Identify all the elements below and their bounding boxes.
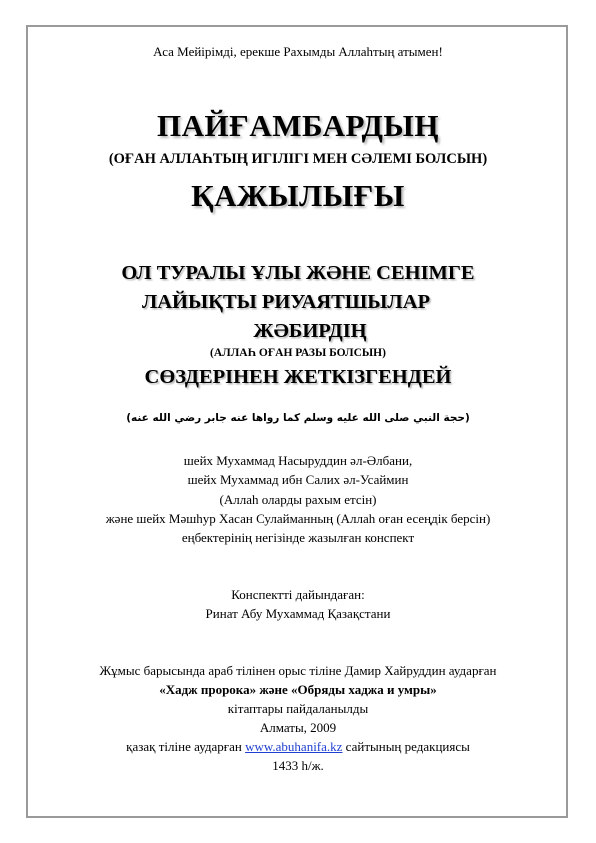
source-line: Жұмыс барысында араб тілінен орыс тіліне Дамир Хайруддин аударған xyxy=(99,663,497,678)
title-blessing: (ОҒАН АЛЛАҺТЫҢ ИГІЛІГІ МЕН СӘЛЕМІ БОЛСЫН) xyxy=(108,151,488,167)
author-line: және шейх Мәшһур Хасан Сулайманның (Аллаһ оған есеңдік берсін) xyxy=(105,511,491,526)
arabic-title: (حجة النبي صلى الله عليه وسلم كما رواها عنه جابر رضي الله عنه) xyxy=(126,412,470,424)
source-used: кітаптары пайдаланылды xyxy=(227,701,369,716)
hijri-year: 1433 һ/ж. xyxy=(272,758,324,773)
compiler-name: Ринат Абу Мухаммад Қазақстани xyxy=(205,606,391,621)
title-main: ПАЙҒАМБАРДЫҢ xyxy=(157,108,439,143)
subtitle-line-3: ЖӘБИРДІҢ xyxy=(253,320,367,342)
translation-credit-prefix: қазақ тіліне аударған xyxy=(126,739,246,754)
author-line: (Аллаһ оларды рахым етсін) xyxy=(219,492,377,507)
subtitle-line-2: ЛАЙЫҚТЫ РИУАЯТШЫЛАР xyxy=(141,291,431,313)
source-books: «Хадж пророка» және «Обряды хаджа и умры» xyxy=(159,682,437,697)
subtitle-line-1: ОЛ ТУРАЛЫ ҰЛЫ ЖӘНЕ СЕНІМГЕ xyxy=(121,262,475,284)
author-line: шейх Мухаммад ибн Салих әл-Усаймин xyxy=(187,472,409,487)
translation-credit xyxy=(0,739,596,755)
author-line: еңбектерінің негізінде жазылған конспект xyxy=(181,530,415,545)
author-line: шейх Мухаммад Насыруддин әл-Әлбани, xyxy=(183,453,413,468)
subtitle-line-4: СӨЗДЕРІНЕН ЖЕТКІЗГЕНДЕЙ xyxy=(144,366,452,388)
basmala: Аса Мейірімді, ерекше Рахымды Аллаһтың атымен! xyxy=(153,44,443,59)
website-link[interactable]: www.abuhanifa.kz xyxy=(245,739,343,754)
subtitle-blessing: (АЛЛАҺ ОҒАН РАЗЫ БОЛСЫН) xyxy=(210,347,386,359)
translation-credit-suffix: сайтының редакциясы xyxy=(342,739,470,754)
title-hajj: ҚАЖЫЛЫҒЫ xyxy=(191,178,405,213)
publication-place-year: Алматы, 2009 xyxy=(259,720,337,735)
compiler-label: Конспектті дайындаған: xyxy=(231,587,365,602)
